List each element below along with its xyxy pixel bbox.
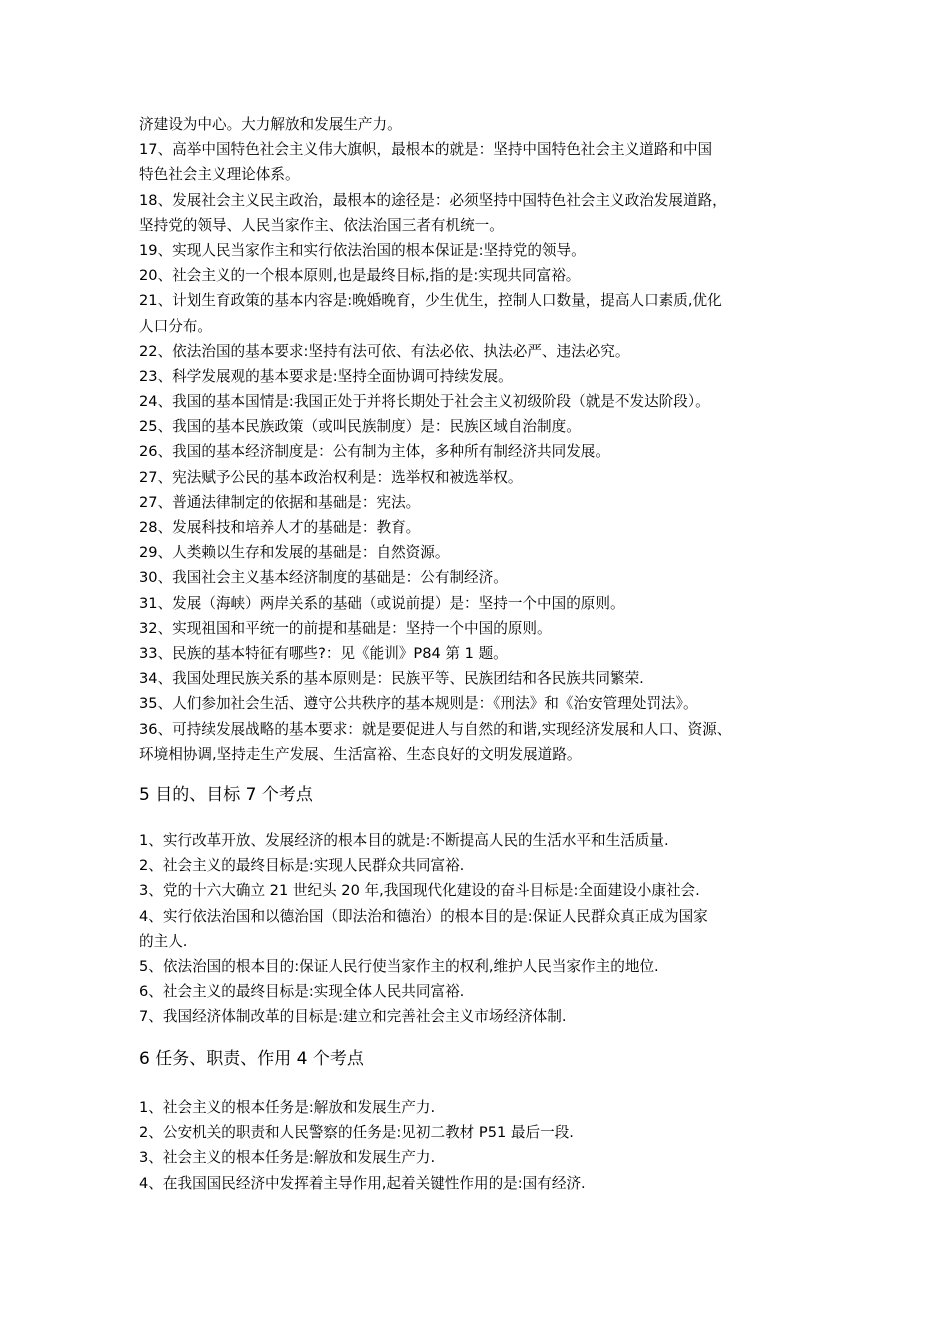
- list-item: 34、我国处理民族关系的基本原则是：民族平等、民族团结和各民族共同繁荣.: [139, 670, 644, 688]
- list-item: 6、社会主义的最终目标是:实现全体人民共同富裕.: [139, 983, 465, 1001]
- list-item: 环境相协调,坚持走生产发展、生活富裕、生态良好的文明发展道路。: [139, 745, 582, 763]
- list-item: 24、我国的基本国情是:我国正处于并将长期处于社会主义初级阶段（就是不发达阶段）。: [139, 393, 710, 411]
- list-item: 33、民族的基本特征有哪些?：见《能训》P84 第 1 题。: [139, 644, 508, 662]
- list-item: 22、依法治国的基本要求:坚持有法可依、有法必依、执法必严、违法必究。: [139, 342, 630, 360]
- section-tasks-list: [139, 1095, 586, 1196]
- list-item: 的主人.: [139, 932, 188, 950]
- list-item: 32、实现祖国和平统一的前提和基础是：坚持一个中国的原则。: [139, 619, 552, 637]
- list-item: 30、我国社会主义基本经济制度的基础是：公有制经济。: [139, 569, 508, 587]
- list-item: 23、科学发展观的基本要求是:坚持全面协调可持续发展。: [139, 367, 513, 385]
- list-item: 31、发展（海峡）两岸关系的基础（或说前提）是：坚持一个中国的原则。: [139, 594, 625, 612]
- list-item: 20、社会主义的一个根本原则,也是最终目标,指的是:实现共同富裕。: [139, 267, 581, 285]
- list-item: 3、社会主义的根本任务是:解放和发展生产力.: [139, 1149, 436, 1167]
- list-item: 1、社会主义的根本任务是:解放和发展生产力.: [139, 1099, 436, 1116]
- list-item: 27、普通法律制定的依据和基础是：宪法。: [139, 493, 421, 511]
- list-item: 3、党的十六大确立 21 世纪头 20 年,我国现代化建设的奋斗目标是:全面建设小康社会.: [139, 882, 700, 900]
- list-item: 济建设为中心。大力解放和发展生产力。: [139, 116, 402, 133]
- list-item: 27、宪法赋予公民的基本政治权利是：选举权和被选举权。: [139, 468, 523, 486]
- list-item: 7、我国经济体制改革的目标是:建立和完善社会主义市场经济体制.: [139, 1008, 567, 1026]
- list-item: 4、实行依法治国和以德治国（即法治和德治）的根本目的是:保证人民群众真正成为国家: [139, 907, 708, 925]
- list-item: 28、发展科技和培养人才的基础是：教育。: [139, 519, 421, 536]
- section-heading-tasks: 6 任务、职责、作用 4 个考点: [139, 1049, 364, 1069]
- list-item: 5、依法治国的根本目的:保证人民行使当家作主的权利,维护人民当家作主的地位.: [139, 957, 659, 975]
- list-item: 35、人们参加社会生活、遵守公共秩序的基本规则是：《刑法》和《治安管理处罚法》。: [139, 695, 698, 713]
- list-item: 1、实行改革开放、发展经济的根本目的就是:不断提高人民的生活水平和生活质量.: [139, 832, 669, 849]
- list-item: 25、我国的基本民族政策（或叫民族制度）是：民族区域自治制度。: [139, 418, 581, 436]
- list-item: 特色社会主义理论体系。: [139, 166, 300, 184]
- section-heading-goals: 5 目的、目标 7 个考点: [139, 785, 313, 805]
- list-item: 2、社会主义的最终目标是:实现人民群众共同富裕.: [139, 857, 465, 875]
- list-item: 29、人类赖以生存和发展的基础是：自然资源。: [139, 544, 450, 562]
- section-goals-list: [139, 828, 708, 1030]
- list-item: 26、我国的基本经济制度是：公有制为主体，多种所有制经济共同发展。: [139, 443, 610, 461]
- list-item: 21、计划生育政策的基本内容是:晚婚晚育，少生优生，控制人口数量，提高人口素质,优化: [139, 292, 722, 310]
- list-item: 人口分布。: [139, 317, 212, 335]
- list-item: 2、公安机关的职责和人民警察的任务是:见初二教材 P51 最后一段.: [139, 1124, 574, 1142]
- list-item: 坚持党的领导、人民当家作主、依法治国三者有机统一。: [139, 216, 504, 234]
- section-continued-list: [139, 112, 731, 767]
- list-item: 17、高举中国特色社会主义伟大旗帜，最根本的就是：坚持中国特色社会主义道路和中国: [139, 141, 713, 159]
- list-item: 18、发展社会主义民主政治，最根本的途径是：必须坚持中国特色社会主义政治发展道路，: [139, 191, 727, 209]
- list-item: 19、实现人民当家作主和实行依法治国的根本保证是:坚持党的领导。: [139, 241, 586, 259]
- list-item: 36、可持续发展战略的基本要求：就是要促进人与自然的和谐,实现经济发展和人口、资源、: [139, 720, 732, 738]
- list-item: 4、在我国国民经济中发挥着主导作用,起着关键性作用的是:国有经济.: [139, 1174, 586, 1192]
